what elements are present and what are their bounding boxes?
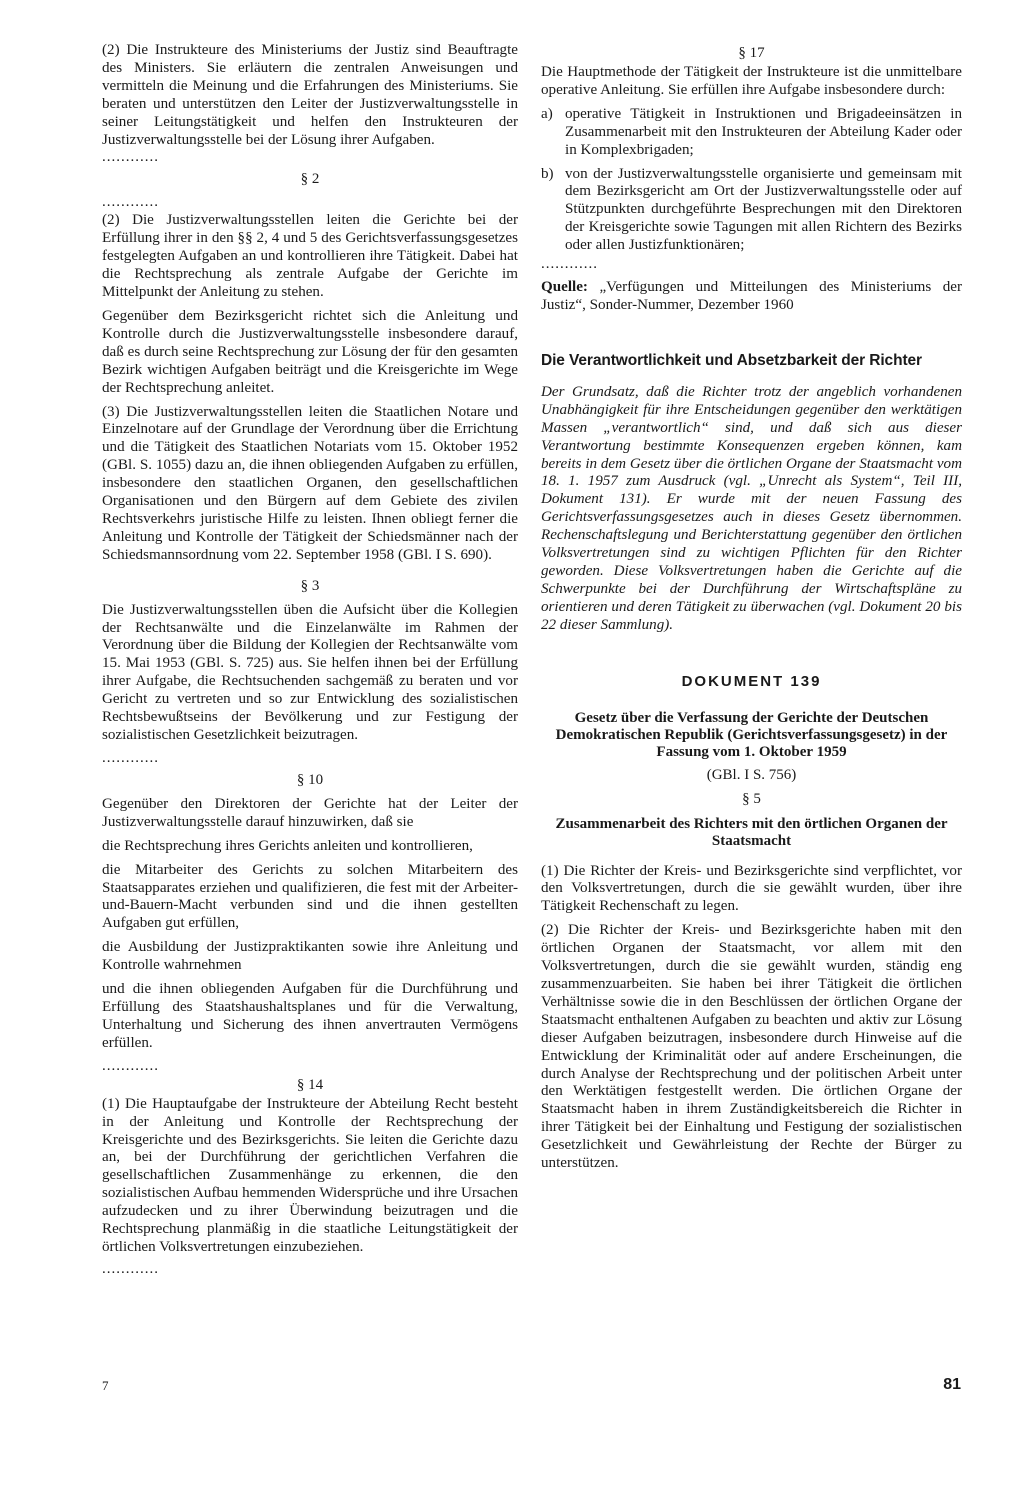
- editorial-intro: Der Grundsatz, daß die Richter trotz der angeblich vorhandenen Unabhängigkeit für ihre Entscheidungen gegenüber den werktätigen Massen „verantwortlich“ sind, und daß sich aus dieser Verantwortung bestimmte Konsequenzen ergeben können, kam bereits in dem Gesetz über die örtlichen Organe der Staatsmacht vom 18. 1. 1957 zum Ausdruck (vgl. „Unrecht als System“, Teil III, Dokument 131). Er wurde mit der neuen Fassung des Gerichtsverfassungsgesetzes auch in dieses Gesetz übernommen. Rechenschaftslegung und Berichterstattung gegenüber den örtlichen Volksvertretungen sind zu wichtigen Pflichten für den Richter geworden. Diese Volksvertretungen haben die Gerichte auf die Schwerpunkte bei der Durchführung der Wirtschaftspläne zu orientieren und deren Tätigkeit zu überwachen (vgl. Dokument 20 bis 22 dieser Sammlung).: [541, 383, 962, 633]
- ellipsis-divider: ............: [541, 256, 598, 273]
- ellipsis-divider: ............: [102, 1057, 159, 1074]
- paragraph: die Ausbildung der Justizpraktikanten sowie ihre Anleitung und Kontrolle wahrnehmen: [102, 939, 518, 974]
- list-text: von der Justizverwaltungsstelle organisierte und gemeinsam mit dem Bezirksgericht am Ort der Justizverwaltungsstelle oder auf Stützpunkten durchgeführte Besprechungen mit den Direktoren der Kreisgerichte sowie Tagungen mit allen Richtern des Bezirks oder allen Justizfunktionären;: [565, 165, 962, 254]
- section-heading-17: § 17: [738, 45, 765, 61]
- law-title: Gesetz über die Verfassung der Gerichte der Deutschen Demokratischen Republik (Gerichtsverfassungsgesetz) in der Fassung vom 1. Oktober 1959: [555, 709, 948, 760]
- section-heading-14: § 14: [296, 1076, 324, 1093]
- paragraph: (2) Die Richter der Kreis- und Bezirksgerichte haben mit den örtlichen Organen der Staatsmacht, vor allem mit den Volksvertretungen, durch die sie gewählt wurden, ständig eng zusammenzuarbeiten. Sie haben bei ihrer Tätigkeit die örtlichen Verhältnisse sowie die in den Beschlüssen der örtlichen Organe der Staatsmacht enthaltenen Aufgaben zu beachten und aktiv zur Lösung dieser Aufgaben beizutragen, insbesondere durch Hinweise auf die Entwicklung der Kriminalität oder auf andere Erscheinungen, die durch Analyse der Rechtsprechung und der politischen Arbeit unter den Werktätigen festgestellt werden. Die örtlichen Organe der Staatsmacht haben in ihrem Zuständigkeitsbereich die Richter in ihrer Tätigkeit bei der Einhaltung und Festigung der sozialistischen Gesetzlichkeit und Gewährleistung der Rechte der Bürger zu unterstützen.: [541, 922, 962, 1172]
- section-heading-3: § 3: [300, 577, 320, 594]
- paragraph: Die Hauptmethode der Tätigkeit der Instrukteure ist die unmittelbare operative Anleitung. Sie erfüllen ihre Aufgabe insbesondere durch:: [541, 64, 962, 98]
- ellipsis-divider: ............: [102, 749, 159, 766]
- paragraph: Gegenüber dem Bezirksgericht richtet sich die Anleitung und Kontrolle durch die Justizverwaltungsstelle insbesondere darauf, daß es durch seine Rechtsprechung zur Lösung der für den gesamten Bezirk wichtigen Aufgaben beiträgt und die Kreisgerichte im Wege der Rechtsprechung anleitet.: [102, 307, 518, 396]
- ellipsis-divider: ............: [102, 149, 159, 166]
- section-title: Die Verantwortlichkeit und Absetzbarkeit der Richter: [541, 351, 922, 369]
- list-text: operative Tätigkeit in Instruktionen und Brigadeeinsätzen in Zusammenarbeit mit den Instrukteuren der Abteilung Kader oder in Komplexbrigaden;: [565, 105, 962, 158]
- right-column: [541, 44, 962, 1173]
- list-item-a: [541, 106, 962, 160]
- paragraph: (1) Die Richter der Kreis- und Bezirksgerichte sind verpflichtet, vor den Volksvertretungen, durch die sie gewählt wurden, über ihre Tätigkeit Rechenschaft zu legen.: [541, 862, 962, 915]
- list-item-b: [541, 166, 962, 256]
- list-label: a): [541, 105, 553, 122]
- ellipsis-divider: ............: [102, 1260, 159, 1277]
- paragraph: die Rechtsprechung ihres Gerichts anleiten und kontrollieren,: [102, 837, 473, 854]
- ellipsis-divider: ............: [102, 194, 159, 211]
- gazette-reference: (GBl. I S. 756): [706, 766, 797, 783]
- source-note: [541, 279, 962, 315]
- paragraph: (2) Die Justizverwaltungsstellen leiten die Gerichte bei der Erfüllung ihrer in den §§ 2, 4 und 5 des Gerichtsverfassungsgesetzes festgelegten Aufgaben an und kontrollieren ihre Tätigkeit. Dabei hat die Rechtsprechung als zentrale Aufgabe der Gerichte im Mittelpunkt der Anleitung zu stehen.: [102, 212, 518, 301]
- signature-mark: 7: [102, 1378, 109, 1393]
- paragraph: Gegenüber den Direktoren der Gerichte hat der Leiter der Justizverwaltungsstelle darauf hinzuwirken, daß sie: [102, 795, 518, 830]
- paragraph: die Mitarbeiter des Gerichts zu solchen Mitarbeitern des Staatsapparates erziehen und qualifizieren, die fest mit der Arbeiter-und-Bauern-Macht verbunden sind und die ihnen gestellten Aufgaben gut erfüllen,: [102, 861, 518, 932]
- section-heading-2: § 2: [300, 171, 320, 188]
- paragraph: (1) Die Hauptaufgabe der Instrukteure der Abteilung Recht besteht in der Anleitung und Kontrolle der Rechtsprechung der Kreisgerichte und des Bezirksgerichts. Sie leiten die Gerichte dazu an, bei der Durchführung der gerichtlichen Verfahren die gesellschaftlichen Zusammenhänge zu erkennen, die den sozialistischen Aufbau hemmenden Widersprüche und ihre Ursachen aufzudecken und zu ihrer Überwindung beizutragen und die Rechtsprechung planmäßig in die staatliche Leitungstätigkeit der örtlichen Volksvertretungen einzubeziehen.: [102, 1095, 518, 1255]
- section-heading-5: § 5: [742, 790, 761, 807]
- section-heading-10: § 10: [296, 771, 324, 788]
- paragraph: (2) Die Instrukteure des Ministeriums der Justiz sind Beauftragte des Ministers. Sie erläutern die zentralen Anweisungen und vermitteln die Meinung und die Erfahrungen des Ministeriums. Sie beraten und unterstützen den Leiter der Justizverwaltungsstelle in seiner Leitungstätigkeit und helfen den Instrukteuren der Justizverwaltungsstelle bei der Lösung ihrer Aufgaben.: [102, 42, 518, 148]
- left-column: [102, 42, 518, 1279]
- source-label: Quelle:: [541, 279, 588, 296]
- paragraph: (3) Die Justizverwaltungsstellen leiten die Staatlichen Notare und Einzelnotare auf der Grundlage der Verordnung über die Errichtung und die Tätigkeit des Staatlichen Notariats vom 15. Oktober 1952 (GBl. S. 1055) dazu an, die ihnen obliegenden Aufgaben zu erfüllen, insbesondere den staatlichen Organen, den gesellschaftlichen Organisationen und den Bürgern auf dem Gebiete des zivilen Rechtsverkehrs juristische Hilfe zu leisten. Ihnen obliegt ferner die Anleitung und Kontrolle der Tätigkeit der Schiedsmänner nach der Schiedsmannsordnung vom 22. September 1958 (GBl. I S. 690).: [102, 403, 518, 563]
- page-number: 81: [943, 1376, 961, 1393]
- document-number: DOKUMENT 139: [681, 672, 822, 690]
- list-label: b): [541, 165, 554, 182]
- section-subtitle: Zusammenarbeit des Richters mit den örtlichen Organen der Staatsmacht: [555, 815, 948, 849]
- paragraph: Die Justizverwaltungsstellen üben die Aufsicht über die Kollegien der Rechtsanwälte und die Einzelanwälte im Rahmen der Verordnung über die Bildung der Kollegien der Rechtsanwälte vom 15. Mai 1953 (GBl. S. 725) aus. Sie helfen ihnen bei der Erfüllung ihrer Aufgabe, die Rechtsuchenden sachgemäß zu beraten und vor Gericht zu vertreten und so zur Entwicklung des sozialistischen Rechtsbewußtseins der Bevölkerung und zur Festigung der sozialistischen Gesetzlichkeit beizutragen.: [102, 601, 518, 743]
- source-text: „Verfügungen und Mitteilungen des Ministeriums der Justiz“, Sonder-Nummer, Dezember 1960: [541, 279, 962, 313]
- paragraph: und die ihnen obliegenden Aufgaben für die Durchführung und Erfüllung des Staatshaushaltsplanes und für die Verwaltung, Unterhaltung und Sicherung des ihnen anvertrauten Vermögens erfüllen.: [102, 981, 518, 1051]
